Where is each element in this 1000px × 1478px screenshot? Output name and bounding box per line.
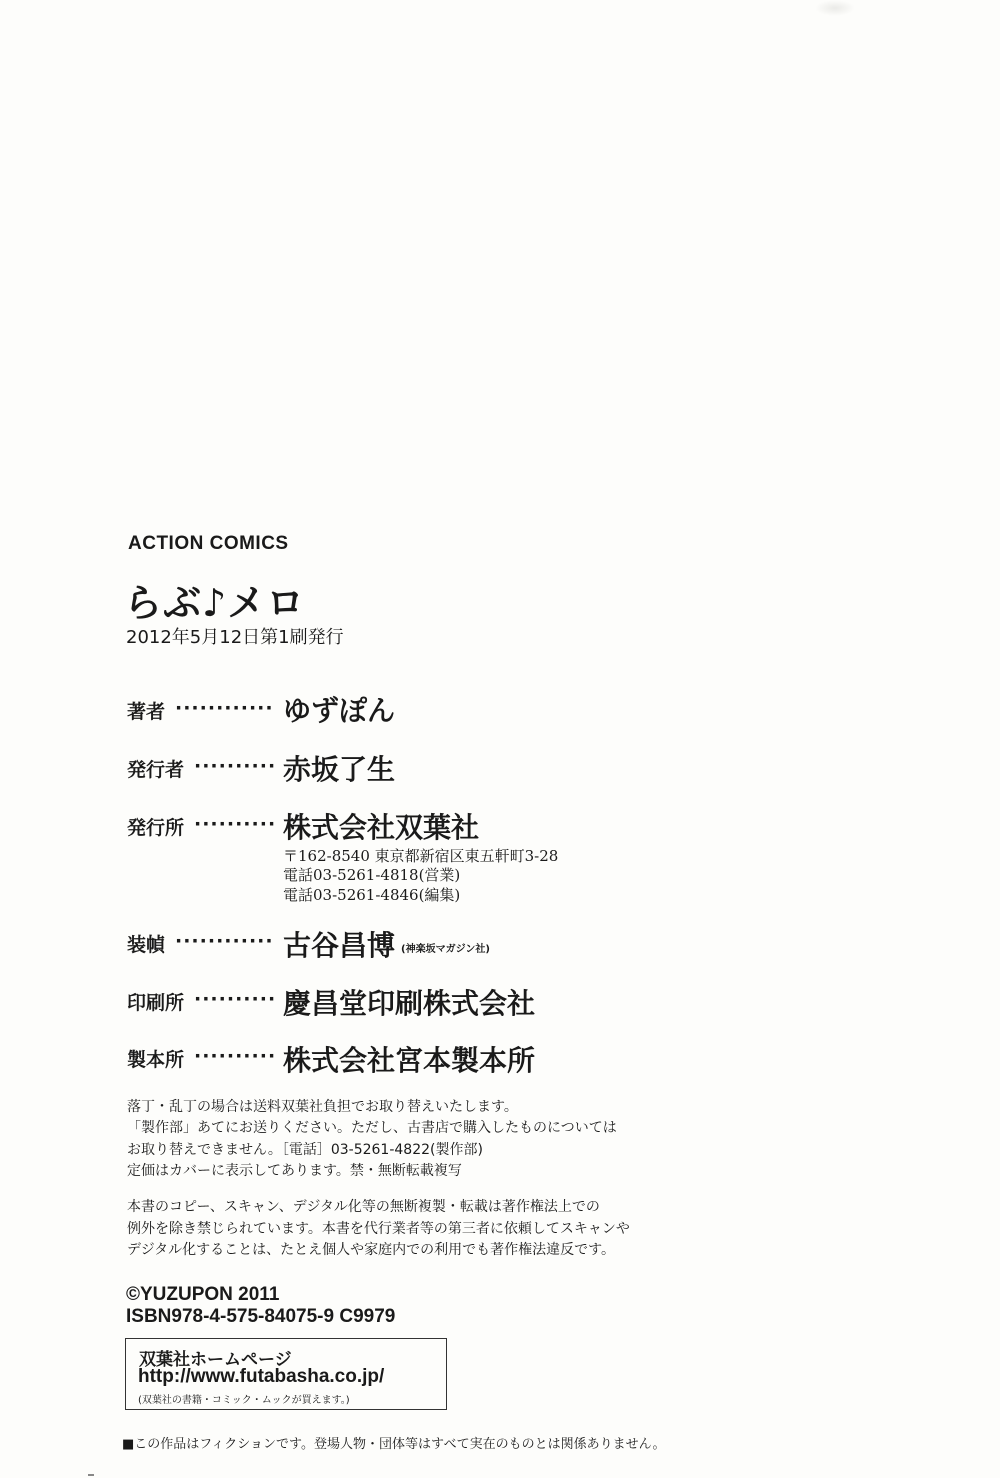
printer-name: 慶昌堂印刷株式会社 — [283, 987, 536, 1020]
returns-notice-line: 定価はカバーに表示してあります。禁・無断転載複写 — [127, 1163, 462, 1179]
fiction-disclaimer: ■この作品はフィクションです。登場人物・団体等はすべて実在のものとは関係ありません。 — [122, 1437, 666, 1452]
publisher-person-leader-dots: ·········· — [194, 755, 277, 777]
copying-notice-line: 例外を除き禁じられています。本書を代行業者等の第三者に依頼してスキャンや — [127, 1221, 630, 1237]
homepage-note: (双葉社の書籍・コミック・ムックが買えます。) — [138, 1395, 350, 1406]
design-leader-dots: ············ — [175, 930, 274, 952]
publisher-name: 株式会社双葉社 — [283, 811, 480, 844]
series-name: ACTION COMICS — [128, 533, 289, 554]
designer-name: 古谷昌博 — [283, 929, 396, 962]
design-label: 装幀 — [127, 934, 166, 956]
homepage-url: http://www.futabasha.co.jp/ — [138, 1366, 385, 1387]
author-label: 著者 — [127, 701, 166, 723]
homepage-title: 双葉社ホームページ — [139, 1350, 292, 1370]
binder-leader-dots: ·········· — [194, 1045, 277, 1067]
publisher-postal-address: 〒162-8540 東京都新宿区東五軒町3-28 — [283, 847, 559, 865]
designer-affiliation: (神楽坂マガジン社) — [401, 944, 490, 955]
isbn-line: ISBN978-4-575-84075-9 C9979 — [126, 1306, 396, 1327]
binder-name: 株式会社宮本製本所 — [283, 1044, 536, 1077]
returns-notice-line: お取り替えできません。［電話］03-5261-4822(製作部) — [127, 1142, 483, 1158]
printer-label: 印刷所 — [127, 992, 185, 1014]
publisher-person-label: 発行者 — [127, 759, 185, 781]
copying-notice-line: デジタル化することは、たとえ個人や家庭内での利用でも著作権法違反です。 — [127, 1242, 616, 1258]
publisher-person-name: 赤坂了生 — [283, 753, 396, 786]
book-title: らぶ♪メロ — [124, 581, 306, 625]
publication-date: 2012年5月12日第1刷発行 — [126, 627, 344, 648]
printer-leader-dots: ·········· — [194, 988, 277, 1010]
publisher-leader-dots: ·········· — [194, 813, 277, 835]
author-leader-dots: ············ — [175, 697, 274, 719]
publisher-editorial-phone: 電話03-5261-4846(編集) — [283, 886, 461, 904]
publisher-sales-phone: 電話03-5261-4818(営業) — [283, 866, 461, 884]
returns-notice-line: 「製作部」あてにお送りください。ただし、古書店で購入したものについては — [127, 1120, 617, 1136]
scan-speck — [88, 1474, 94, 1476]
binder-label: 製本所 — [127, 1049, 185, 1071]
publisher-label: 発行所 — [127, 817, 185, 839]
copying-notice-line: 本書のコピー、スキャン、デジタル化等の無断複製・転載は著作権法上での — [127, 1199, 600, 1215]
returns-notice-line: 落丁・乱丁の場合は送料双葉社負担でお取り替えいたします。 — [127, 1099, 518, 1115]
author-name: ゆずぽん — [283, 694, 396, 727]
copyright-line: ©YUZUPON 2011 — [126, 1284, 280, 1305]
scan-smudge — [815, 0, 855, 16]
